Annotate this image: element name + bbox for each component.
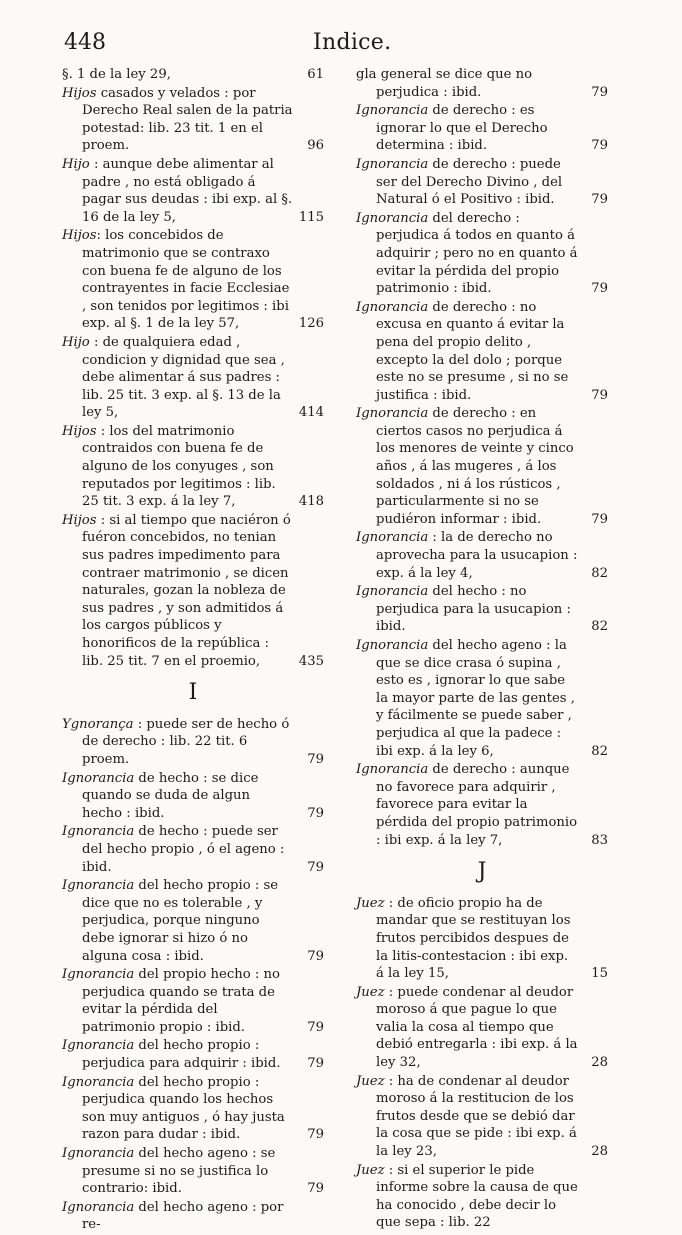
entry-text: : los concebidos de matrimonio que se contraxo con buena fe de alguno de los contrayentes in facie Ecclesiae , son tenidos por legitimos : ibi exp. al §. 1 de la ley 57, xyxy=(82,228,290,332)
section-letter-j: J xyxy=(477,859,487,885)
entry-keyword: Hijo xyxy=(62,334,90,350)
entry-page-number: 82 xyxy=(591,565,608,581)
entry-text: : los del matrimonio contraidos con buena fe de alguno de los conyuges , son reputados por legitimos : lib. 25 tit. 3 exp. á la ley 7, xyxy=(82,423,276,510)
entry-text: gla general se dice que no perjudica : ibid. xyxy=(356,67,533,100)
entry-keyword: Ignorancia xyxy=(356,406,429,422)
index-entry xyxy=(62,1037,324,1072)
entry-keyword: Juez xyxy=(356,1162,385,1178)
entry-keyword: Ignorancia xyxy=(356,762,429,778)
index-entry xyxy=(356,405,608,528)
index-entry xyxy=(356,299,608,405)
index-entry xyxy=(62,334,324,422)
entry-keyword: Ignorancia xyxy=(62,878,135,894)
entry-page-number: 79 xyxy=(591,192,608,208)
index-entry xyxy=(62,966,324,1036)
entry-page-number: 28 xyxy=(591,1144,608,1160)
index-entry xyxy=(62,423,324,511)
entry-page-number: 418 xyxy=(298,494,324,510)
entry-text: §. 1 de la ley 29, xyxy=(62,67,171,82)
entry-text: : la de derecho no aprovecha para la usucapion : exp. á la ley 4, xyxy=(376,530,578,581)
left-column xyxy=(62,66,324,1235)
entry-text: : de oficio propio ha de mandar que se restituyan los frutos percibidos despues de la litis-contestacion : ibi exp. á la ley 15, xyxy=(376,895,571,982)
index-entry xyxy=(62,877,324,965)
index-entry xyxy=(62,1199,324,1234)
entry-page-number: 79 xyxy=(591,84,608,100)
entry-page-number: 79 xyxy=(591,511,608,527)
entry-keyword: Ignorancia xyxy=(62,1038,135,1054)
entry-keyword: Ignorancia xyxy=(356,638,429,653)
entry-page-number: 79 xyxy=(307,1127,324,1143)
entry-text: casados y velados : por Derecho Real salen de la patria potestad: lib. 23 tit. 1 en el proem. xyxy=(82,85,293,154)
entry-text: del propio hecho : no perjudica quando se trata de evitar la pérdida del patrimonio propio : ibid. xyxy=(82,967,280,1035)
section-letter-i: I xyxy=(188,680,198,706)
entry-page-number: 79 xyxy=(307,859,324,875)
entry-page-number: 79 xyxy=(307,1019,324,1035)
index-entry xyxy=(62,85,324,155)
entry-text: : aunque debe alimentar al padre , no está obligado á pagar sus deudas : ibi exp. al §. 16 de la ley 5, xyxy=(82,156,293,225)
entry-keyword: Ignorancia xyxy=(356,156,429,172)
entry-text: del hecho propio : perjudica quando los hechos son muy antiguos , ó hay justa razon para dudar : ibid. xyxy=(82,1074,285,1143)
entry-page-number: 79 xyxy=(307,1056,324,1072)
index-entry xyxy=(356,156,608,209)
entry-keyword: Ignorancia xyxy=(62,770,135,786)
running-head: Indice. xyxy=(313,30,392,55)
entry-text: del hecho ageno : se presume si no se justifica lo contrario: ibid. xyxy=(82,1146,276,1197)
index-entry xyxy=(62,227,324,333)
entry-page-number: 79 xyxy=(307,751,324,767)
page-number: 448 xyxy=(64,30,106,55)
entry-page-number: 82 xyxy=(591,743,608,759)
index-entry xyxy=(356,102,608,155)
entry-page-number: 79 xyxy=(307,948,324,964)
entry-text: : si al tiempo que naciéron ó fuéron concebidos, no tenian sus padres impedimento para contraer matrimonio , se dicen naturales, gozan la nobleza de sus padres , y son admitidos á los cargos públicos y honorificos de la república : lib. 25 tit. 7 en el proemio, xyxy=(82,512,291,669)
index-entry xyxy=(356,761,608,849)
entry-page-number: 79 xyxy=(591,387,608,403)
entry-text: de derecho : puede ser del Derecho Divino , del Natural ó el Positivo : ibid. xyxy=(376,156,563,208)
entries-b xyxy=(62,716,324,1234)
index-entry xyxy=(356,1073,608,1161)
entry-text: del hecho ageno : la que se dice crasa ó supina , esto es , ignorar lo que sabe la mayor parte de las gentes , y fácilmente se puede saber , perjudica al que la padece : ibi exp. á la ley 6, xyxy=(376,638,575,759)
entry-text: del hecho propio : se dice que no es tolerable , y perjudica, porque ninguno debe ignorar si hizo ó no alguna cosa : ibid. xyxy=(82,878,279,964)
entry-page-number: 79 xyxy=(591,138,608,154)
entry-page-number: 79 xyxy=(591,281,608,297)
entry-keyword: Juez xyxy=(356,895,385,911)
entry-text: del hecho propio : perjudica para adquirir : ibid. xyxy=(82,1038,281,1072)
entry-text: del hecho : no perjudica para la usucapion : ibid. xyxy=(376,584,571,635)
entries-a xyxy=(356,66,608,849)
entry-text: : ha de condenar al deudor moroso á la restitucion de los frutos desde que se debió dar la cosa que se pide : ibi exp. á la ley 23, xyxy=(376,1073,577,1160)
index-entry xyxy=(356,984,608,1072)
entry-keyword: Hijos xyxy=(62,423,97,439)
entry-keyword: Hijos xyxy=(62,228,97,244)
entry-keyword: Ignorancia xyxy=(356,530,429,546)
entry-text: : puede ser de hecho ó de derecho : lib. 22 tit. 6 proem. xyxy=(82,716,290,767)
index-entry xyxy=(62,770,324,823)
entry-page-number: 79 xyxy=(307,1181,324,1197)
entry-page-number: 61 xyxy=(307,67,324,82)
entry-keyword: Hijos xyxy=(62,512,97,528)
entry-keyword: Juez xyxy=(356,984,385,1000)
index-entry xyxy=(62,1145,324,1198)
entry-page-number: 96 xyxy=(307,138,324,154)
entry-keyword: Hijo xyxy=(62,156,90,172)
entry-keyword: Ignorancia xyxy=(62,824,135,840)
entry-text: de derecho : en ciertos casos no perjudica á los menores de veinte y cinco años , á las mugeres , á los soldados , ni á los rústicos , particularmente si no se pudiéron informar : ibid. xyxy=(376,406,574,527)
index-entry xyxy=(62,66,324,84)
entry-keyword: Ignorancia xyxy=(62,967,135,983)
entry-keyword: Ignorancia xyxy=(62,1074,135,1090)
entry-page-number: 82 xyxy=(591,619,608,635)
entry-page-number: 79 xyxy=(307,805,324,821)
entry-page-number: 28 xyxy=(591,1055,608,1071)
index-entry xyxy=(356,210,608,298)
entry-keyword: Ignorancia xyxy=(356,584,429,600)
entry-page-number: 435 xyxy=(298,653,324,669)
index-entry xyxy=(62,512,324,670)
entry-page-number: 115 xyxy=(298,209,324,225)
entry-text: : si el superior le pide informe sobre la causa de que ha conocido , debe decir lo que sepa : lib. 22 xyxy=(376,1162,578,1231)
entries-a xyxy=(62,66,324,670)
entries-b xyxy=(356,895,608,1232)
entry-page-number: 15 xyxy=(591,966,608,982)
entry-page-number: 126 xyxy=(298,316,324,332)
entry-text: del hecho ageno : por re- xyxy=(82,1199,284,1233)
index-entry xyxy=(356,1162,608,1232)
entry-keyword: Ignorancia xyxy=(356,299,429,315)
entry-text: : puede condenar al deudor moroso á que pague lo que valia la cosa al tiempo que debió entregarla : ibi exp. á la ley 32, xyxy=(376,984,578,1071)
entry-text: de derecho : aunque no favorece para adquirir , favorece para evitar la pérdida del propio patrimonio : ibi exp. á la ley 7, xyxy=(376,762,578,848)
index-entry xyxy=(356,583,608,636)
entry-text: de hecho : se dice quando se duda de algun hecho : ibid. xyxy=(82,770,259,821)
entry-text: de derecho : no excusa en quanto á evitar la pena del propio delito , excepto la del dolo ; porque este no se presume , si no se justifica : ibid. xyxy=(376,299,569,403)
entry-keyword: Ygnorança xyxy=(62,716,134,732)
entry-page-number: 83 xyxy=(591,832,608,848)
index-entry xyxy=(62,1074,324,1144)
index-entry xyxy=(356,529,608,582)
entry-keyword: Ignorancia xyxy=(62,1146,135,1162)
index-entry xyxy=(356,895,608,983)
entry-keyword: Ignorancia xyxy=(356,210,429,226)
entry-text: de derecho : es ignorar lo que el Derecho determina : ibid. xyxy=(376,103,548,154)
index-entry xyxy=(62,156,324,226)
index-entry xyxy=(356,66,608,101)
index-entry xyxy=(62,823,324,876)
index-entry xyxy=(62,716,324,769)
entry-page-number: 414 xyxy=(298,405,324,421)
entry-keyword: Ignorancia xyxy=(62,1199,135,1215)
index-entry xyxy=(356,637,608,760)
entry-keyword: Ignorancia xyxy=(356,103,429,119)
entry-text: de hecho : puede ser del hecho propio , ó el ageno : ibid. xyxy=(82,824,285,875)
entry-keyword: Hijos xyxy=(62,85,97,101)
entry-text: del derecho : perjudica á todos en quanto á adquirir ; pero no en quanto á evitar la pérdida del propio patrimonio : ibid. xyxy=(376,210,578,297)
entry-keyword: Juez xyxy=(356,1073,385,1089)
entry-text: : de qualquiera edad , condicion y dignidad que sea , debe alimentar á sus padres : lib. 25 tit. 3 exp. al §. 13 de la ley 5, xyxy=(82,334,285,421)
right-column xyxy=(356,66,608,1233)
